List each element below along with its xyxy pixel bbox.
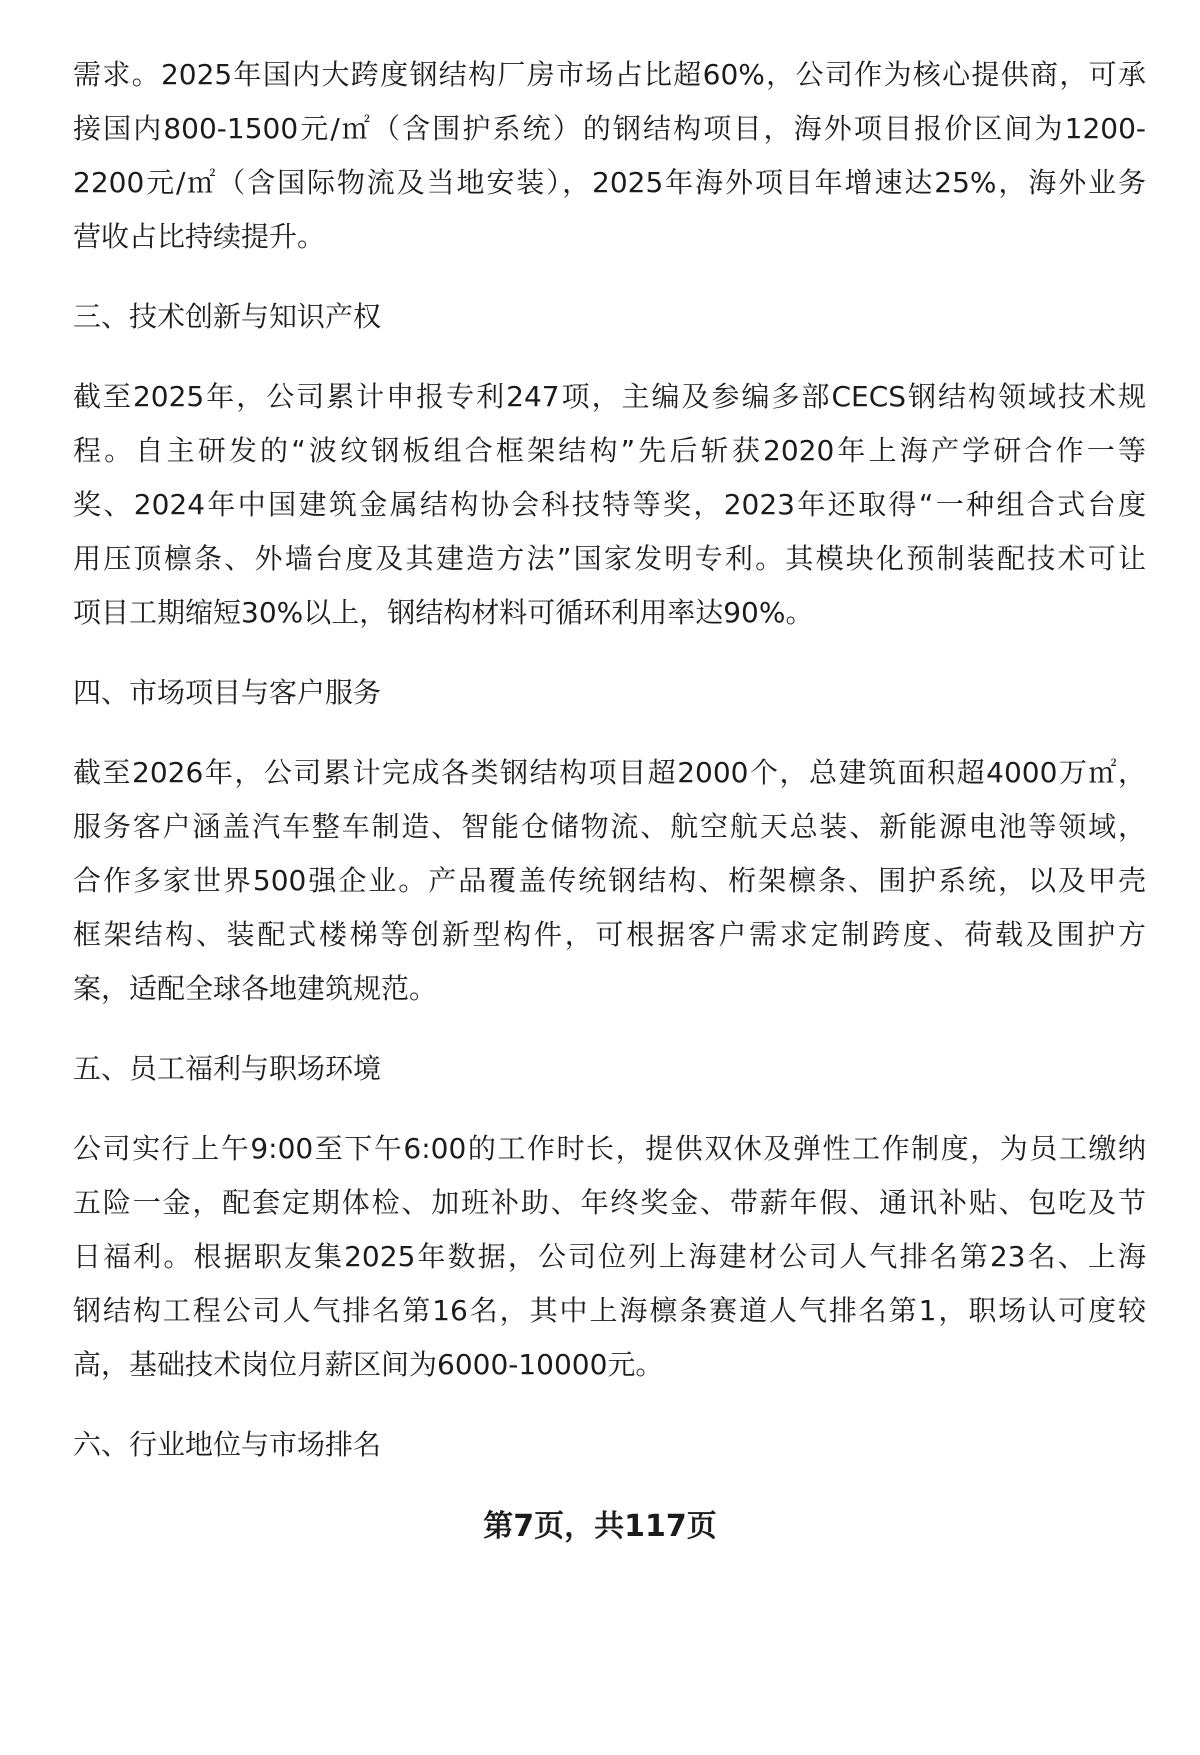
paragraph-line: 截至2025年，公司累计申报专利247项，主编及参编多部CECS钢结构领域技术规 xyxy=(73,380,1146,413)
paragraph-line: 截至2026年，公司累计完成各类钢结构项目超2000个，总建筑面积超4000万㎡， xyxy=(73,756,1146,789)
paragraph-market-projects xyxy=(73,746,1146,1016)
paragraph-market-demand xyxy=(73,48,1146,264)
paragraph-line: 钢结构工程公司人气排名第16名，其中上海檩条赛道人气排名第1，职场认可度较 xyxy=(73,1294,1146,1327)
paragraph-line: 服务客户涵盖汽车整车制造、智能仓储物流、航空航天总装、新能源电池等领域， xyxy=(73,810,1146,843)
paragraph-line: 日福利。根据职友集2025年数据，公司位列上海建材公司人气排名第23名、上海 xyxy=(73,1240,1146,1273)
paragraph-line: 营收占比持续提升。 xyxy=(73,220,326,253)
paragraph-line: 合作多家世界500强企业。产品覆盖传统钢结构、桁架檩条、围护系统，以及甲壳 xyxy=(73,864,1146,897)
paragraph-line: 奖、2024年中国建筑金属结构协会科技特等奖，2023年还取得“一种组合式台度 xyxy=(73,488,1146,521)
paragraph-line: 公司实行上午9:00至下午6:00的工作时长，提供双休及弹性工作制度，为员工缴纳 xyxy=(73,1132,1146,1165)
paragraph-line: 五险一金，配套定期体检、加班补助、年终奖金、带薪年假、通讯补贴、包吃及节 xyxy=(73,1186,1146,1219)
paragraph-employee-benefits xyxy=(73,1122,1146,1392)
document-body xyxy=(73,48,1146,1498)
paragraph-line: 需求。2025年国内大跨度钢结构厂房市场占比超60%，公司作为核心提供商，可承 xyxy=(73,58,1146,91)
paragraph-line: 用压顶檩条、外墙台度及其建造方法”国家发明专利。其模块化预制装配技术可让 xyxy=(73,542,1146,575)
paragraph-line: 2200元/㎡（含国际物流及当地安装），2025年海外项目年增速达25%，海外业务 xyxy=(73,166,1146,199)
paragraph-line: 案，适配全球各地建筑规范。 xyxy=(73,972,438,1005)
paragraph-line: 高，基础技术岗位月薪区间为6000-10000元。 xyxy=(73,1348,664,1381)
section-heading-market-projects: 四、市场项目与客户服务 xyxy=(73,676,382,709)
paragraph-tech-innovation xyxy=(73,370,1146,640)
paragraph-line: 接国内800-1500元/㎡（含围护系统）的钢结构项目，海外项目报价区间为1200- xyxy=(73,112,1146,145)
page-number-footer: 第7页，共117页 xyxy=(483,1509,717,1544)
section-heading-tech-innovation: 三、技术创新与知识产权 xyxy=(73,300,382,333)
paragraph-line: 框架结构、装配式楼梯等创新型构件，可根据客户需求定制跨度、荷载及围护方 xyxy=(73,918,1146,951)
section-heading-employee-benefits: 五、员工福利与职场环境 xyxy=(73,1052,382,1085)
paragraph-line: 程。自主研发的“波纹钢板组合框架结构”先后斩获2020年上海产学研合作一等 xyxy=(73,434,1146,467)
section-heading-industry-position: 六、行业地位与市场排名 xyxy=(73,1428,382,1461)
paragraph-line: 项目工期缩短30%以上，钢结构材料可循环利用率达90%。 xyxy=(73,596,814,629)
